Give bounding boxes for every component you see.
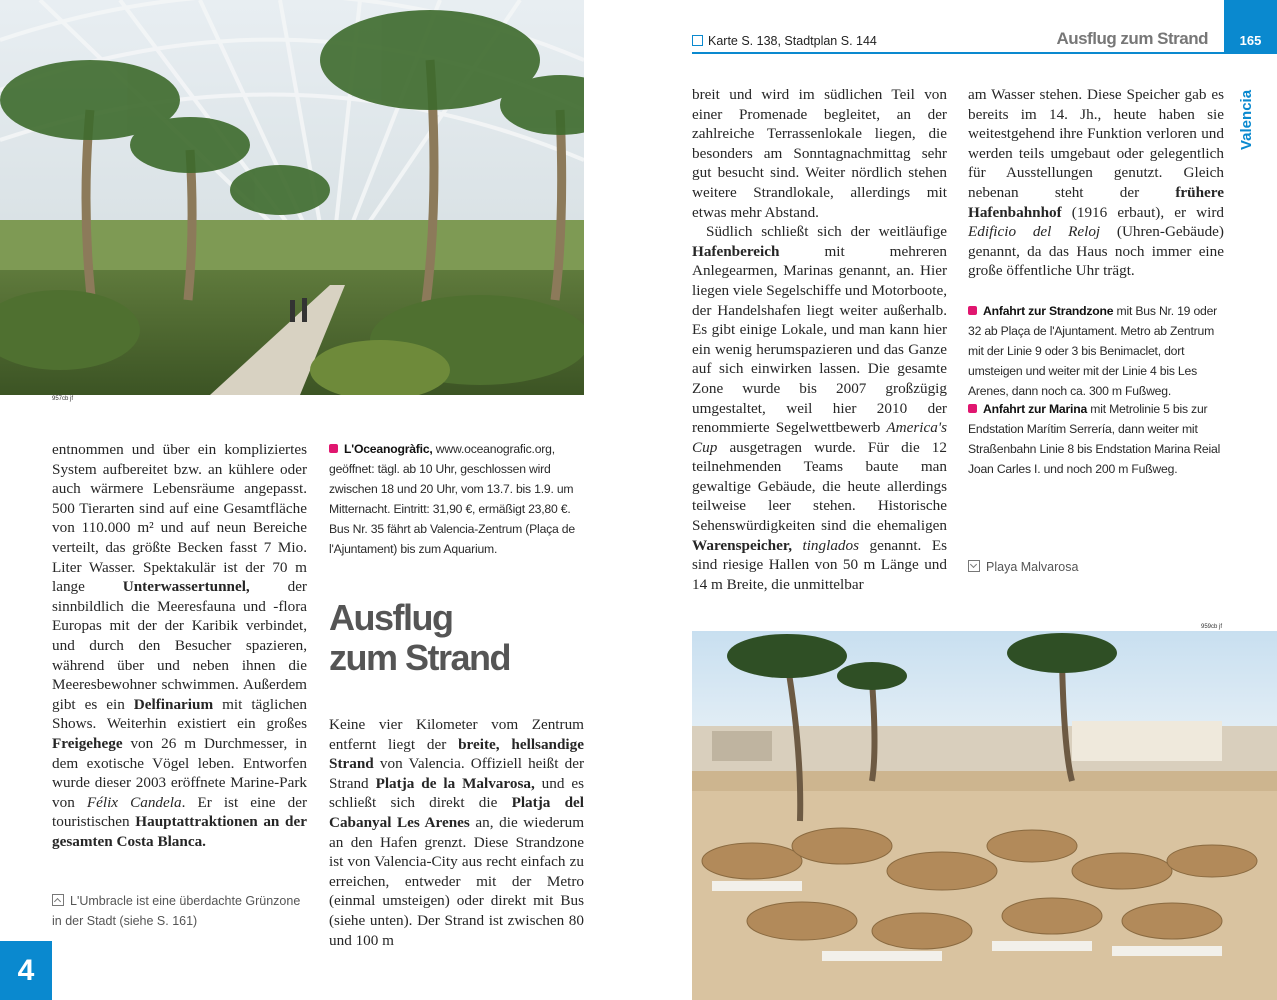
side-tab-valencia: Valencia xyxy=(1238,89,1255,150)
info-box-strandzone: Anfahrt zur Strandzone mit Bus Nr. 19 oder 32 ab Plaça de l'Ajuntament. Metro ab Zentrum mit der Linie 9 oder 3 bis Benimaclet, dort umsteigen und weiter mit der Linie 4 bis Les Arenes, dann noch ca. 300 m Fußweg. xyxy=(968,304,1218,398)
body-text-left: entnommen und über ein kompliziertes System aufbereitet bzw. an kühlere oder auch wärmere Lebensräume angepasst. 500 Tierarten sind auf eine Gesamtfläche von 110.000 m² und auf neun Bereiche verteilt, das größte Becken fasst 7 Mio. Liter Wasser. Spektakulär ist der 70 m lange Unterwassertunnel, der sinnbildlich die Meeresfauna und -flora Europas mit der der Karibik verbindet, und durch den Besucher spazieren, während über und neben ihnen die Meeresbewohner schwimmen. Außerdem gibt es ein Delfinarium mit täglichen Shows. Weiterhin existiert ein großes Freigehege von 26 m Durchmesser, in dem exotische Vögel leben. Entworfen wurde dieser 2003 eröffnete Marine-Park von Félix Candela. Er ist eine der touristischen Hauptattraktionen an der gesamten Costa Blanca. xyxy=(52,441,307,850)
info-bullet-icon xyxy=(329,444,338,453)
beach-photo xyxy=(692,631,1277,1000)
photo-caption-umbracle xyxy=(52,891,302,931)
info-bullet-icon xyxy=(968,404,977,413)
body-text-strand: Keine vier Kilometer vom Zentrum entfernt liegt der breite, hellsandige Strand von Valencia. Offiziell heißt der Strand Platja de la Malvarosa, und es schließt sich direkt die Platja del Cabanyal Les Arenes an, die wiederum an den Hafen grenzt. Diese Strandzone ist von Valencia-City aus recht einfach zu erreichen, entweder mit der Metro (einmal umsteigen) oder direkt mit Bus (siehe unten). Der Strand ist zwischen 80 und 100 m xyxy=(329,716,585,949)
info-box-oceanografic: L'Oceanogràfic, www.oceanografic.org, geöffnet: tägl. ab 10 Uhr, geschlossen wird zwischen 18 und 20 Uhr, vom 13.7. bis 1.9. um Mitternacht. Eintritt: 31,90 €, ermäßigt 23,80 €. Bus Nr. 35 fährt ab Valencia-Zentrum (Plaça de l'Ajuntament) bis zum Aquarium. xyxy=(329,442,575,556)
caption-text: L'Umbracle ist eine überdachte Grünzone in der Stadt (siehe S. 161) xyxy=(52,894,301,928)
caption-up-icon xyxy=(52,894,64,906)
caption-down-icon xyxy=(968,560,980,572)
map-icon xyxy=(692,35,703,46)
heading-line-1: Ausflug xyxy=(329,597,453,638)
map-reference xyxy=(692,34,877,48)
map-reference-text: Karte S. 138, Stadtplan S. 144 xyxy=(708,34,877,48)
heading-line-2: zum Strand xyxy=(329,637,511,678)
page-number-tab xyxy=(0,941,52,1000)
caption-text: Playa Malvarosa xyxy=(986,560,1079,574)
page-number-box xyxy=(1224,0,1277,54)
photo-credit: 959cb jf xyxy=(1201,624,1223,630)
section-heading xyxy=(329,598,584,678)
body-text-speicher: am Wasser stehen. Diese Speicher gab es bereits im 14. Jh., heute haben sie weitestgehend ihre Funktion verloren und werden teils umgebaut oder gelegentlich für Ausstellungen genutzt. Gleich nebenan steht der frühere Hafenbahnhof (1916 erbaut), er wird Edificio del Reloj (Uhren-Gebäude) genannt, da das Haus noch immer eine große öffentliche Uhr trägt. xyxy=(968,86,1224,280)
info-bullet-icon xyxy=(968,306,977,315)
photo-credit: 957cb jf xyxy=(52,396,74,402)
page-header xyxy=(692,28,1224,54)
header-title: Ausflug zum Strand xyxy=(1056,29,1208,48)
photo-caption-playa xyxy=(968,557,1218,577)
body-text-hafen: breit und wird im südlichen Teil von einer Promenade begleitet, an der zahlreiche Terrassenlokale liegen, die besonders am Sonntagnachmittag sehr gut besucht sind. Weiter nördlich stehen weitere Strandlokale, allerdings mit etwas mehr Abstand. Südlich schließt sich der weitläufige Hafenbereich mit mehreren Anlegearmen, Marinas genannt, an. Hier liegen viele Segelschiffe und Motorboote, der Handelshafen liegt weiter außerhalb. Es gibt einige Lokale, und man kann hier ein wenig herumspazieren und das Ganze auf sich einwirken lassen. Die gesamte Zone wurde bis 2007 großzügig umgestaltet, weil hier 2010 der renommierte Segelwettbewerb America's Cup ausgetragen wurde. Für die 12 teilnehmenden Teams baute man gewaltige Gebäude, die heute allerdings teilweise leer stehen. Historische Sehenswürdigkeiten sind die ehemaligen Warenspeicher, tinglados genannt. Es sind riesige Hallen von 50 m Länge und 14 m Breite, die unmittelbar xyxy=(692,86,948,593)
umbracle-photo xyxy=(0,0,584,395)
info-box-marina: Anfahrt zur Marina mit Metrolinie 5 bis zur Endstation Marítim Serrería, dann weiter mit Straßenbahn Linie 8 bis Endstation Marina Reial Joan Carles I. und noch 200 m Fußweg. xyxy=(968,402,1221,476)
page-number: 165 xyxy=(1239,33,1262,48)
page-number: 4 xyxy=(17,953,35,987)
